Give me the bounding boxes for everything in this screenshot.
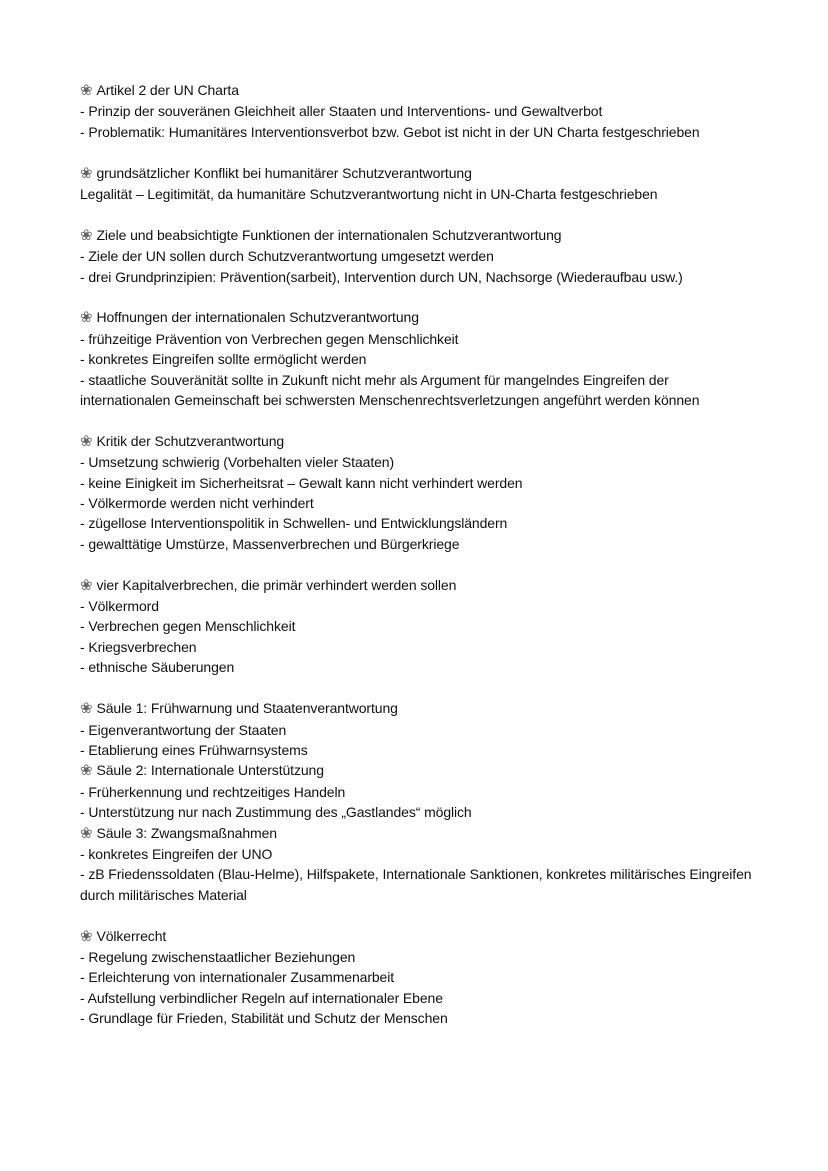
flower-bullet-icon: ❀ — [80, 762, 93, 780]
list-item: - Erleichterung von internationaler Zusammenarbeit — [80, 969, 395, 986]
list-item: - Früherkennung und rechtzeitiges Handeln — [80, 783, 346, 800]
list-item: - Grundlage für Frieden, Stabilität und Schutz der Menschen — [80, 1010, 448, 1027]
list-item: - ethnische Säuberungen — [80, 659, 235, 676]
section-heading — [80, 823, 752, 844]
section — [80, 80, 752, 142]
heading-text: Völkerrecht — [96, 927, 167, 944]
flower-bullet-icon: ❀ — [80, 309, 93, 327]
list-item: - zügellose Interventionspolitik in Schwellen- und Entwicklungsländern — [80, 515, 508, 532]
section-heading — [80, 163, 752, 184]
section — [80, 926, 752, 1029]
list-item: - konkretes Eingreifen der UNO — [80, 845, 273, 862]
section — [80, 225, 752, 287]
list-item: - Verbrechen gegen Menschlichkeit — [80, 618, 296, 635]
heading-text: Kritik der Schutzverantwortung — [96, 432, 285, 449]
heading-text: Ziele und beabsichtigte Funktionen der internationalen Schutzverantwortung — [96, 226, 562, 243]
flower-bullet-icon: ❀ — [80, 700, 93, 718]
list-item: - Ziele der UN sollen durch Schutzverantwortung umgesetzt werden — [80, 248, 494, 265]
flower-bullet-icon: ❀ — [80, 226, 93, 244]
list-item: - frühzeitige Prävention von Verbrechen gegen Menschlichkeit — [80, 330, 459, 347]
list-item: - drei Grundprinzipien: Prävention(sarbeit), Intervention durch UN, Nachsorge (Wiederaufbau usw.) — [80, 268, 683, 285]
list-item: Legalität – Legitimität, da humanitäre Schutzverantwortung nicht in UN-Charta festgeschrieben — [80, 186, 658, 203]
section — [80, 575, 752, 678]
list-item: - Prinzip der souveränen Gleichheit aller Staaten und Interventions- und Gewaltverbot — [80, 103, 603, 120]
flower-bullet-icon: ❀ — [80, 927, 93, 945]
section — [80, 163, 752, 205]
list-item: - Etablierung eines Frühwarnsystems — [80, 741, 308, 758]
list-item: - konkretes Eingreifen sollte ermöglicht werden — [80, 351, 367, 368]
list-item: - Umsetzung schwierig (Vorbehalten vieler Staaten) — [80, 454, 395, 471]
section-heading — [80, 926, 752, 947]
flower-bullet-icon: ❀ — [80, 164, 93, 182]
list-item: - Eigenverantwortung der Staaten — [80, 721, 287, 738]
document-page — [80, 80, 752, 1049]
section — [80, 760, 752, 822]
heading-text: Säule 2: Internationale Unterstützung — [96, 762, 324, 779]
flower-bullet-icon: ❀ — [80, 824, 93, 842]
flower-bullet-icon: ❀ — [80, 576, 93, 594]
list-item: - Problematik: Humanitäres Interventionsverbot bzw. Gebot ist nicht in der UN Charta festgeschrieben — [80, 123, 700, 140]
section-heading — [80, 575, 752, 596]
section-heading — [80, 760, 752, 781]
flower-bullet-icon: ❀ — [80, 432, 93, 450]
heading-text: grundsätzlicher Konflikt bei humanitärer Schutzverantwortung — [96, 164, 472, 181]
section-heading — [80, 307, 752, 328]
list-item: - Aufstellung verbindlicher Regeln auf internationaler Ebene — [80, 989, 443, 1006]
flower-bullet-icon: ❀ — [80, 82, 93, 99]
section-heading — [80, 698, 752, 719]
list-item: - keine Einigkeit im Sicherheitsrat – Gewalt kann nicht verhindert werden — [80, 474, 523, 491]
list-item: - Völkermord — [80, 598, 159, 615]
section-heading — [80, 80, 752, 101]
list-item: - staatliche Souveränität sollte in Zukunft nicht mehr als Argument für mangelndes Eingreifen der internationalen Gemeinschaft bei schwersten Menschenrechtsverletzungen angeführt werden können — [80, 371, 700, 409]
section — [80, 698, 752, 760]
section — [80, 307, 752, 410]
heading-text: vier Kapitalverbrechen, die primär verhindert werden sollen — [96, 576, 457, 593]
heading-text: Artikel 2 der UN Charta — [96, 82, 239, 98]
list-item: - Unterstützung nur nach Zustimmung des „Gastlandes“ möglich — [80, 804, 472, 821]
list-item: - zB Friedenssoldaten (Blau-Helme), Hilfspakete, Internationale Sanktionen, konkretes militärisches Eingreifen durch militärisches Material — [80, 866, 752, 903]
heading-text: Säule 3: Zwangsmaßnahmen — [96, 824, 277, 841]
section-heading — [80, 431, 752, 452]
list-item: - Völkermorde werden nicht verhindert — [80, 495, 314, 512]
list-item: - Regelung zwischenstaatlicher Beziehungen — [80, 948, 356, 965]
heading-text: Säule 1: Frühwarnung und Staatenverantwortung — [96, 700, 398, 717]
section — [80, 823, 752, 906]
section — [80, 431, 752, 554]
section-heading — [80, 225, 752, 246]
list-item: - Kriegsverbrechen — [80, 638, 197, 655]
list-item: - gewalttätige Umstürze, Massenverbrechen und Bürgerkriege — [80, 535, 460, 552]
heading-text: Hoffnungen der internationalen Schutzverantwortung — [96, 309, 419, 326]
